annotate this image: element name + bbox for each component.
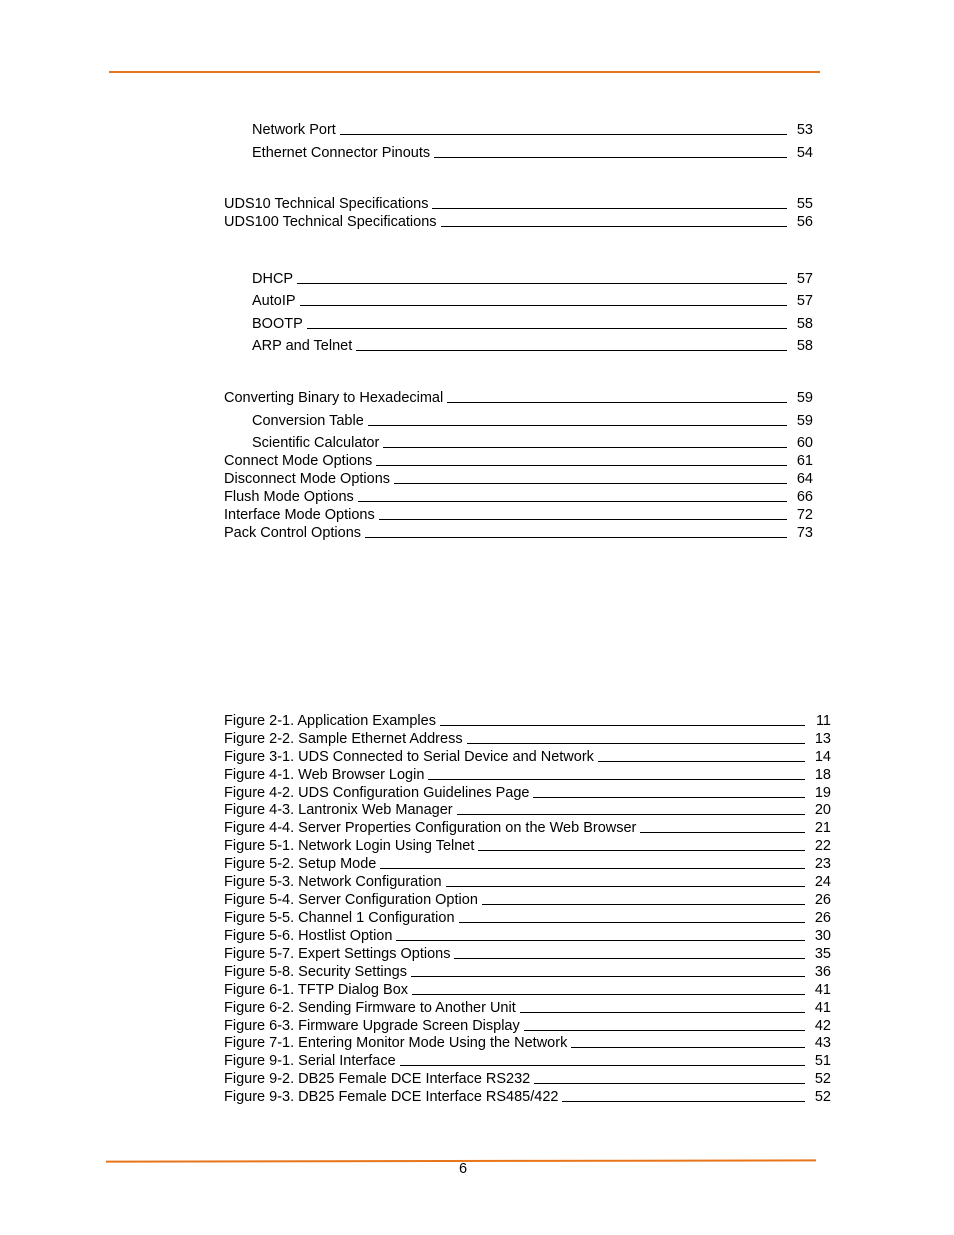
figure-page: 36 <box>814 964 831 980</box>
toc-leader <box>447 402 787 403</box>
figure-page: 19 <box>814 785 831 801</box>
figure-label: Figure 4-2. UDS Configuration Guidelines Page <box>224 785 530 801</box>
toc-page: 58 <box>796 338 813 354</box>
figure-page: 20 <box>814 802 831 818</box>
figure-label: Figure 9-2. DB25 Female DCE Interface RS232 <box>224 1071 531 1087</box>
toc-label: AutoIP <box>252 293 296 309</box>
toc-label: Flush Mode Options <box>224 489 354 505</box>
toc-row[interactable] <box>224 212 813 230</box>
figure-leader <box>459 922 805 923</box>
toc-leader <box>340 134 787 135</box>
toc-page: 64 <box>796 471 813 487</box>
figure-leader <box>520 1012 805 1013</box>
figure-row[interactable] <box>224 800 831 818</box>
figure-row[interactable] <box>224 872 831 890</box>
figure-row[interactable] <box>224 1051 831 1069</box>
figure-page: 51 <box>814 1053 831 1069</box>
figure-label: Figure 6-2. Sending Firmware to Another Unit <box>224 1000 516 1016</box>
figure-page: 22 <box>814 838 831 854</box>
figure-leader <box>400 1065 805 1066</box>
figure-row[interactable] <box>224 926 831 944</box>
figure-label: Figure 5-4. Server Configuration Option <box>224 892 478 908</box>
figure-page: 52 <box>814 1071 831 1087</box>
toc-label: Conversion Table <box>252 413 364 429</box>
figure-row[interactable] <box>224 1069 831 1087</box>
figure-row[interactable] <box>224 836 831 854</box>
figure-label: Figure 6-1. TFTP Dialog Box <box>224 982 409 998</box>
figure-page: 13 <box>814 731 831 747</box>
figure-label: Figure 6-3. Firmware Upgrade Screen Display <box>224 1018 520 1034</box>
toc-row[interactable] <box>224 523 813 541</box>
figure-page: 52 <box>814 1089 831 1105</box>
toc-page: 56 <box>796 214 813 230</box>
figure-page: 26 <box>814 892 831 908</box>
figure-row[interactable] <box>224 962 831 980</box>
figure-row[interactable] <box>224 747 831 765</box>
figure-page: 30 <box>814 928 831 944</box>
figure-label: Figure 7-1. Entering Monitor Mode Using the Network <box>224 1035 568 1051</box>
figure-leader <box>446 886 805 887</box>
figure-label: Figure 5-7. Expert Settings Options <box>224 946 451 962</box>
figure-page: 43 <box>814 1035 831 1051</box>
figure-leader <box>571 1047 805 1048</box>
toc-page: 53 <box>796 122 813 138</box>
figure-page: 41 <box>814 982 831 998</box>
toc-page: 58 <box>796 316 813 332</box>
toc-label: Ethernet Connector Pinouts <box>252 145 431 161</box>
toc-row[interactable] <box>224 505 813 523</box>
figure-row[interactable] <box>224 783 831 801</box>
toc-page: 59 <box>796 413 813 429</box>
toc-leader <box>307 328 787 329</box>
toc-label: Pack Control Options <box>224 525 362 541</box>
toc-row[interactable] <box>224 388 813 406</box>
toc-page: 73 <box>796 525 813 541</box>
figure-leader <box>534 1083 805 1084</box>
toc-row[interactable] <box>252 314 813 332</box>
figure-row[interactable] <box>224 854 831 872</box>
toc-row[interactable] <box>224 194 813 212</box>
figure-leader <box>411 976 805 977</box>
figure-leader <box>533 797 805 798</box>
toc-label: ARP and Telnet <box>252 338 353 354</box>
figure-label: Figure 4-1. Web Browser Login <box>224 767 425 783</box>
toc-leader <box>300 305 787 306</box>
toc-row[interactable] <box>252 291 813 309</box>
figure-page: 18 <box>814 767 831 783</box>
toc-leader <box>434 157 787 158</box>
figure-leader <box>412 994 805 995</box>
figure-label: Figure 2-2. Sample Ethernet Address <box>224 731 463 747</box>
toc-page: 72 <box>796 507 813 523</box>
toc-label: Disconnect Mode Options <box>224 471 391 487</box>
toc-label: Connect Mode Options <box>224 453 373 469</box>
toc-label: Interface Mode Options <box>224 507 375 523</box>
figure-leader <box>598 761 805 762</box>
header-rule <box>109 71 820 73</box>
figure-label: Figure 5-1. Network Login Using Telnet <box>224 838 475 854</box>
figure-row[interactable] <box>224 908 831 926</box>
figure-leader <box>454 958 805 959</box>
toc-row[interactable] <box>252 269 813 287</box>
toc-page: 55 <box>796 196 813 212</box>
figure-label: Figure 5-5. Channel 1 Configuration <box>224 910 455 926</box>
figure-row[interactable] <box>224 890 831 908</box>
figure-label: Figure 9-1. Serial Interface <box>224 1053 396 1069</box>
toc-row[interactable] <box>224 487 813 505</box>
toc-leader <box>441 226 787 227</box>
toc-page: 54 <box>796 145 813 161</box>
figure-page: 11 <box>815 713 831 729</box>
toc-label: UDS10 Technical Specifications <box>224 196 429 212</box>
toc-page: 60 <box>796 435 813 451</box>
figure-row[interactable] <box>224 944 831 962</box>
figure-leader <box>482 904 805 905</box>
figure-leader <box>562 1101 805 1102</box>
figure-page: 35 <box>814 946 831 962</box>
figure-leader <box>440 725 805 726</box>
figure-page: 41 <box>814 1000 831 1016</box>
toc-row[interactable] <box>224 451 813 469</box>
figure-label: Figure 4-3. Lantronix Web Manager <box>224 802 453 818</box>
toc-row[interactable] <box>252 433 813 451</box>
toc-leader <box>383 447 787 448</box>
toc-label: DHCP <box>252 271 294 287</box>
toc-leader <box>297 283 787 284</box>
figure-row[interactable] <box>224 980 831 998</box>
figure-row[interactable] <box>224 711 831 729</box>
figure-row[interactable] <box>224 1087 831 1105</box>
toc-page: 57 <box>796 293 813 309</box>
toc-row[interactable] <box>252 411 813 429</box>
figure-leader <box>457 814 805 815</box>
toc-page: 66 <box>796 489 813 505</box>
figure-page: 21 <box>814 820 831 836</box>
figure-page: 24 <box>814 874 831 890</box>
toc-leader <box>394 483 787 484</box>
figure-page: 42 <box>814 1018 831 1034</box>
toc-leader <box>432 208 787 209</box>
figure-row[interactable] <box>224 998 831 1016</box>
figure-page: 23 <box>814 856 831 872</box>
toc-leader <box>365 537 787 538</box>
toc-leader <box>356 350 787 351</box>
toc-row[interactable] <box>224 469 813 487</box>
figure-label: Figure 4-4. Server Properties Configuration on the Web Browser <box>224 820 637 836</box>
toc-page: 57 <box>796 271 813 287</box>
figure-label: Figure 5-2. Setup Mode <box>224 856 377 872</box>
toc-label: UDS100 Technical Specifications <box>224 214 437 230</box>
toc-label: Scientific Calculator <box>252 435 380 451</box>
figure-label: Figure 3-1. UDS Connected to Serial Device and Network <box>224 749 594 765</box>
figure-label: Figure 5-3. Network Configuration <box>224 874 442 890</box>
toc-leader <box>376 465 787 466</box>
figure-label: Figure 5-6. Hostlist Option <box>224 928 393 944</box>
toc-row[interactable] <box>252 143 813 161</box>
figure-row[interactable] <box>224 1016 831 1034</box>
figure-leader <box>396 940 805 941</box>
figure-leader <box>478 850 805 851</box>
toc-page: 59 <box>796 390 813 406</box>
figure-leader <box>467 743 805 744</box>
figure-page: 26 <box>814 910 831 926</box>
figure-row[interactable] <box>224 818 831 836</box>
page-number: 6 <box>458 1161 468 1177</box>
toc-label: Converting Binary to Hexadecimal <box>224 390 444 406</box>
toc-page: 61 <box>796 453 813 469</box>
figure-row[interactable] <box>224 729 831 747</box>
figure-label: Figure 5-8. Security Settings <box>224 964 407 980</box>
toc-leader <box>379 519 787 520</box>
toc-row[interactable] <box>252 336 813 354</box>
figure-leader <box>640 832 805 833</box>
figure-leader <box>380 868 805 869</box>
toc-leader <box>368 425 787 426</box>
figure-label: Figure 2-1. Application Examples <box>224 713 436 729</box>
figure-row[interactable] <box>224 765 831 783</box>
toc-leader <box>358 501 787 502</box>
toc-row[interactable] <box>252 120 813 138</box>
figure-leader <box>428 779 805 780</box>
figure-leader <box>524 1030 805 1031</box>
figure-row[interactable] <box>224 1033 831 1051</box>
figure-page: 14 <box>814 749 831 765</box>
figure-label: Figure 9-3. DB25 Female DCE Interface RS485/422 <box>224 1089 559 1105</box>
toc-label: BOOTP <box>252 316 303 332</box>
toc-label: Network Port <box>252 122 336 138</box>
